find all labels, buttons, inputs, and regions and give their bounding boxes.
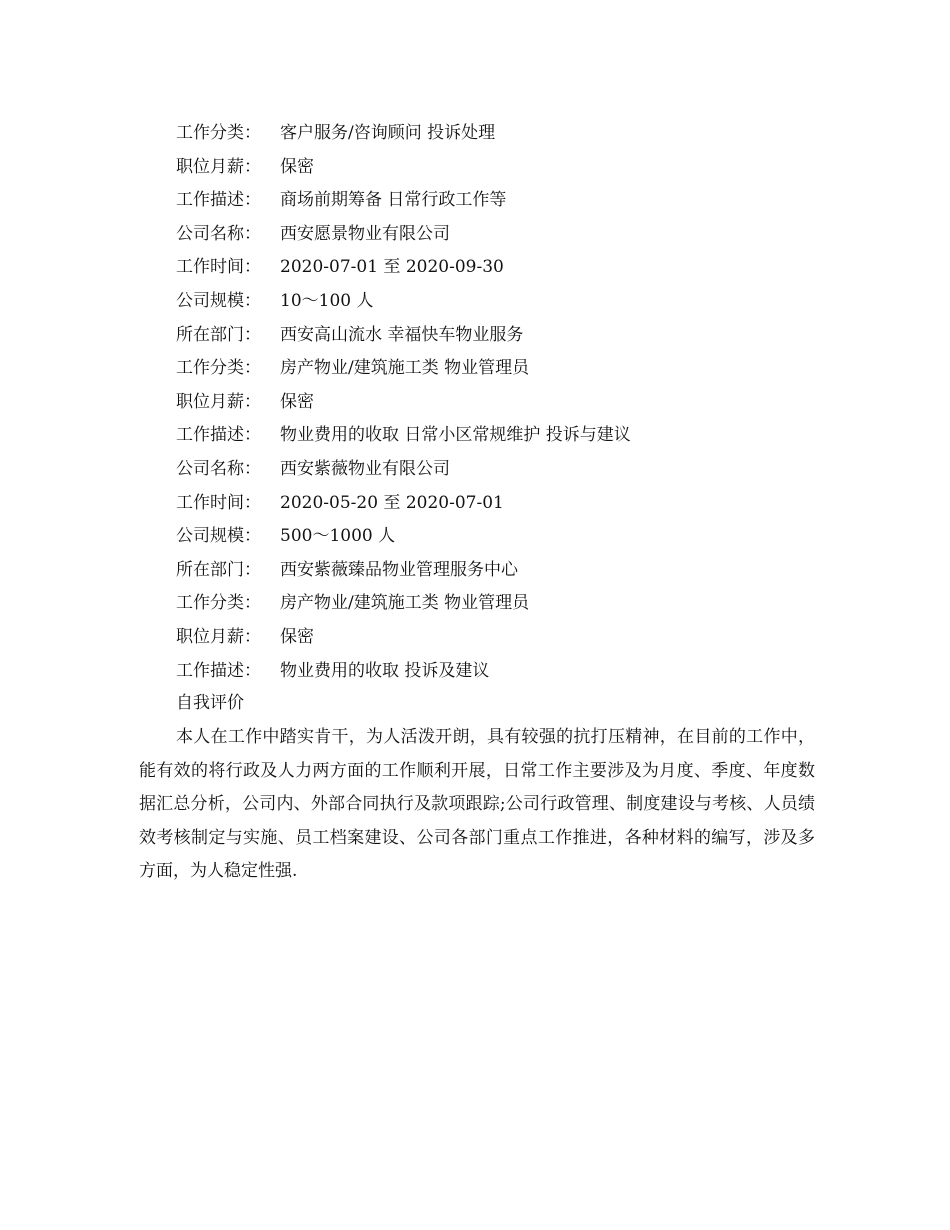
field-value: 西安愿景物业有限公司 [280,223,450,244]
field-value: 西安紫薇物业有限公司 [280,458,450,479]
field-value: 房产物业/建筑施工类 物业管理员 [280,358,530,379]
field-value: 2020-05-20 至 2020-07-01 [280,492,504,513]
field-row [176,151,816,185]
field-value: 2020-07-01 至 2020-09-30 [280,257,504,278]
field-row [176,319,816,353]
field-label: 公司规模： [176,526,261,547]
field-label: 公司名称： [176,223,261,244]
self-evaluation-text: 本人在工作中踏实肯干，为人活泼开朗，具有较强的抗打压精神，在目前的工作中，能有效的将行政及人力两方面的工作顺利开展，日常工作主要涉及为月度、季度、年度数据汇总分析，公司内、外部合同执行及款项跟踪;公司行政管理、制度建设与考核、人员绩效考核制定与实施、员工档案建设、公司各部门重点工作推进，各种材料的编写，涉及多方面，为人稳定性强. [139,727,815,882]
field-row [176,117,816,151]
field-label: 工作分类： [176,358,261,379]
field-label: 公司名称： [176,458,261,479]
field-row [176,621,816,655]
field-value: 商场前期筹备 日常行政工作等 [280,190,507,211]
field-row [176,386,816,420]
field-value: 保密 [280,156,314,177]
field-label: 工作描述： [176,190,261,211]
field-row [176,218,816,252]
field-row [176,453,816,487]
field-row [176,554,816,588]
field-label: 职位月薪： [176,156,261,177]
field-row [176,655,816,689]
field-label: 所在部门： [176,324,261,345]
field-value: 西安紫薇臻品物业管理服务中心 [280,559,518,580]
field-row [176,352,816,386]
field-row [176,285,816,319]
field-value: 西安高山流水 幸福快车物业服务 [280,324,524,345]
field-value: 10～100 人 [280,290,374,311]
field-value: 500～1000 人 [280,526,396,547]
field-label: 工作描述： [176,425,261,446]
field-label: 工作时间： [176,492,261,513]
self-evaluation-title: 自我评价 [176,693,244,713]
field-value: 保密 [280,391,314,412]
field-label: 工作分类： [176,593,261,614]
field-label: 职位月薪： [176,626,261,647]
field-value: 保密 [280,626,314,647]
field-label: 职位月薪： [176,391,261,412]
field-row [176,587,816,621]
field-row [176,419,816,453]
field-value: 物业费用的收取 日常小区常规维护 投诉与建议 [280,425,631,446]
field-label: 工作分类： [176,123,261,143]
field-row [176,184,816,218]
field-label: 所在部门： [176,559,261,580]
field-row [176,251,816,285]
work-experience-list [176,117,816,688]
field-value: 物业费用的收取 投诉及建议 [280,660,490,681]
field-label: 公司规模： [176,290,261,311]
field-value: 房产物业/建筑施工类 物业管理员 [280,593,530,614]
field-value: 客户服务/咨询顾问 投诉处理 [280,123,496,143]
field-row [176,487,816,521]
field-label: 工作时间： [176,257,261,278]
field-row [176,520,816,554]
field-label: 工作描述： [176,660,261,681]
